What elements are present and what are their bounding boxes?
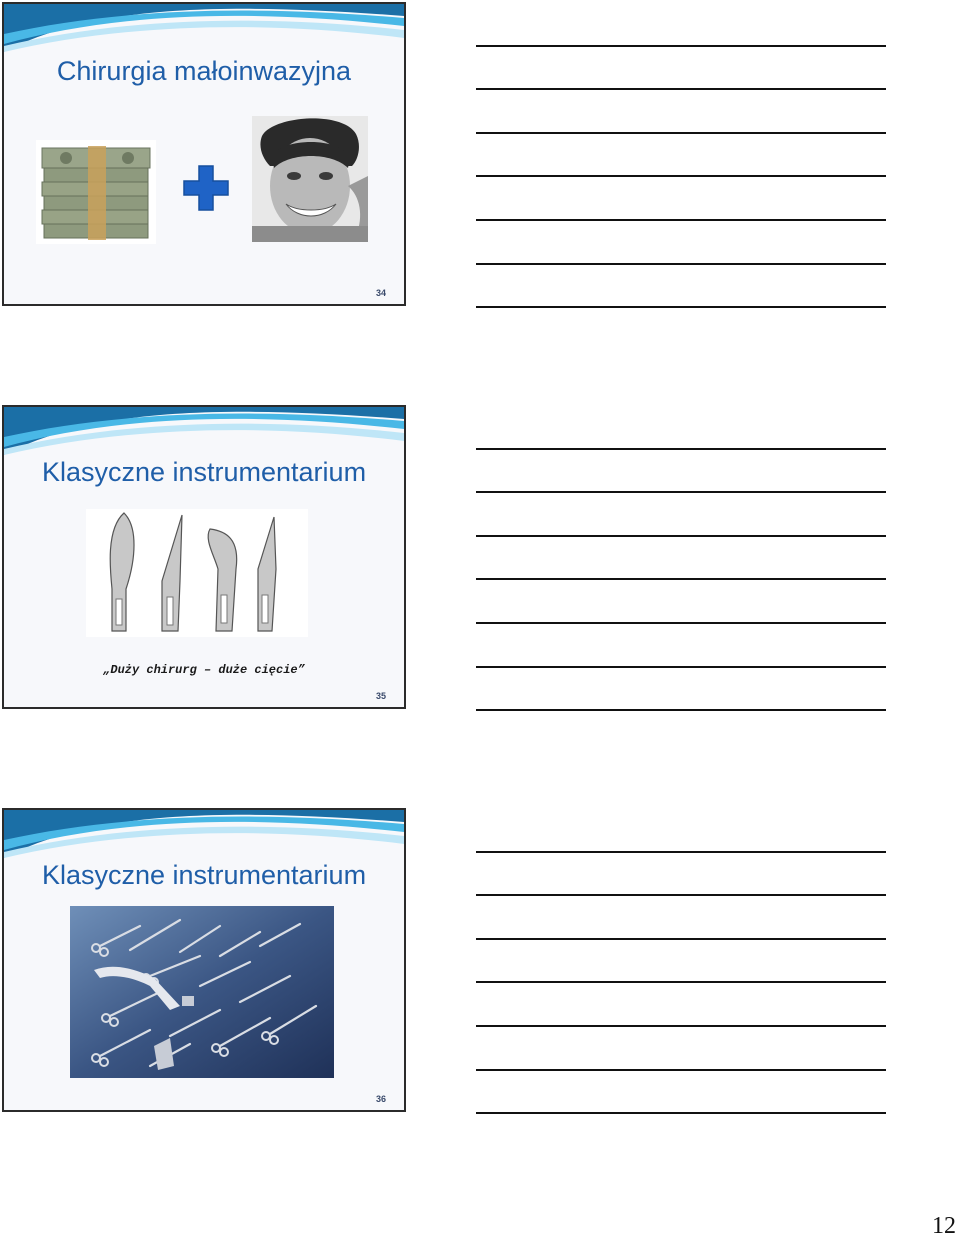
slide-number: 36	[375, 1094, 386, 1104]
header-wave-decoration	[4, 810, 404, 858]
note-line	[476, 263, 886, 265]
note-line	[476, 1069, 886, 1071]
header-wave-decoration	[4, 4, 404, 52]
note-line	[476, 175, 886, 177]
note-line	[476, 1112, 886, 1114]
note-line	[476, 1025, 886, 1027]
slide-36	[2, 808, 406, 1112]
slide-35	[2, 405, 406, 709]
note-line	[476, 535, 886, 537]
slide-title: Chirurgia małoinwazyjna	[56, 56, 352, 86]
note-line	[476, 132, 886, 134]
note-line	[476, 622, 886, 624]
note-line	[476, 894, 886, 896]
note-line	[476, 88, 886, 90]
slide-title: Klasyczne instrumentarium	[41, 860, 367, 890]
note-line	[476, 306, 886, 308]
note-line	[476, 666, 886, 668]
header-wave-decoration	[4, 407, 404, 455]
plus-icon	[182, 164, 230, 212]
note-line	[476, 851, 886, 853]
note-line	[476, 448, 886, 450]
note-line	[476, 938, 886, 940]
page-number: 12	[932, 1213, 956, 1239]
slide-number: 34	[375, 288, 386, 298]
note-line	[476, 219, 886, 221]
smiling-man-photo	[252, 116, 368, 242]
slide-34	[2, 2, 406, 306]
surgical-instruments-photo	[70, 906, 334, 1078]
slide-caption: „Duży chirurg – duże cięcie”	[103, 663, 305, 677]
note-line	[476, 45, 886, 47]
note-line	[476, 491, 886, 493]
scalpel-blades-image	[86, 509, 308, 637]
slide-title: Klasyczne instrumentarium	[41, 457, 367, 487]
slide-number: 35	[375, 691, 386, 701]
note-line	[476, 709, 886, 711]
note-line	[476, 981, 886, 983]
money-stack-image	[36, 140, 156, 244]
note-line	[476, 578, 886, 580]
